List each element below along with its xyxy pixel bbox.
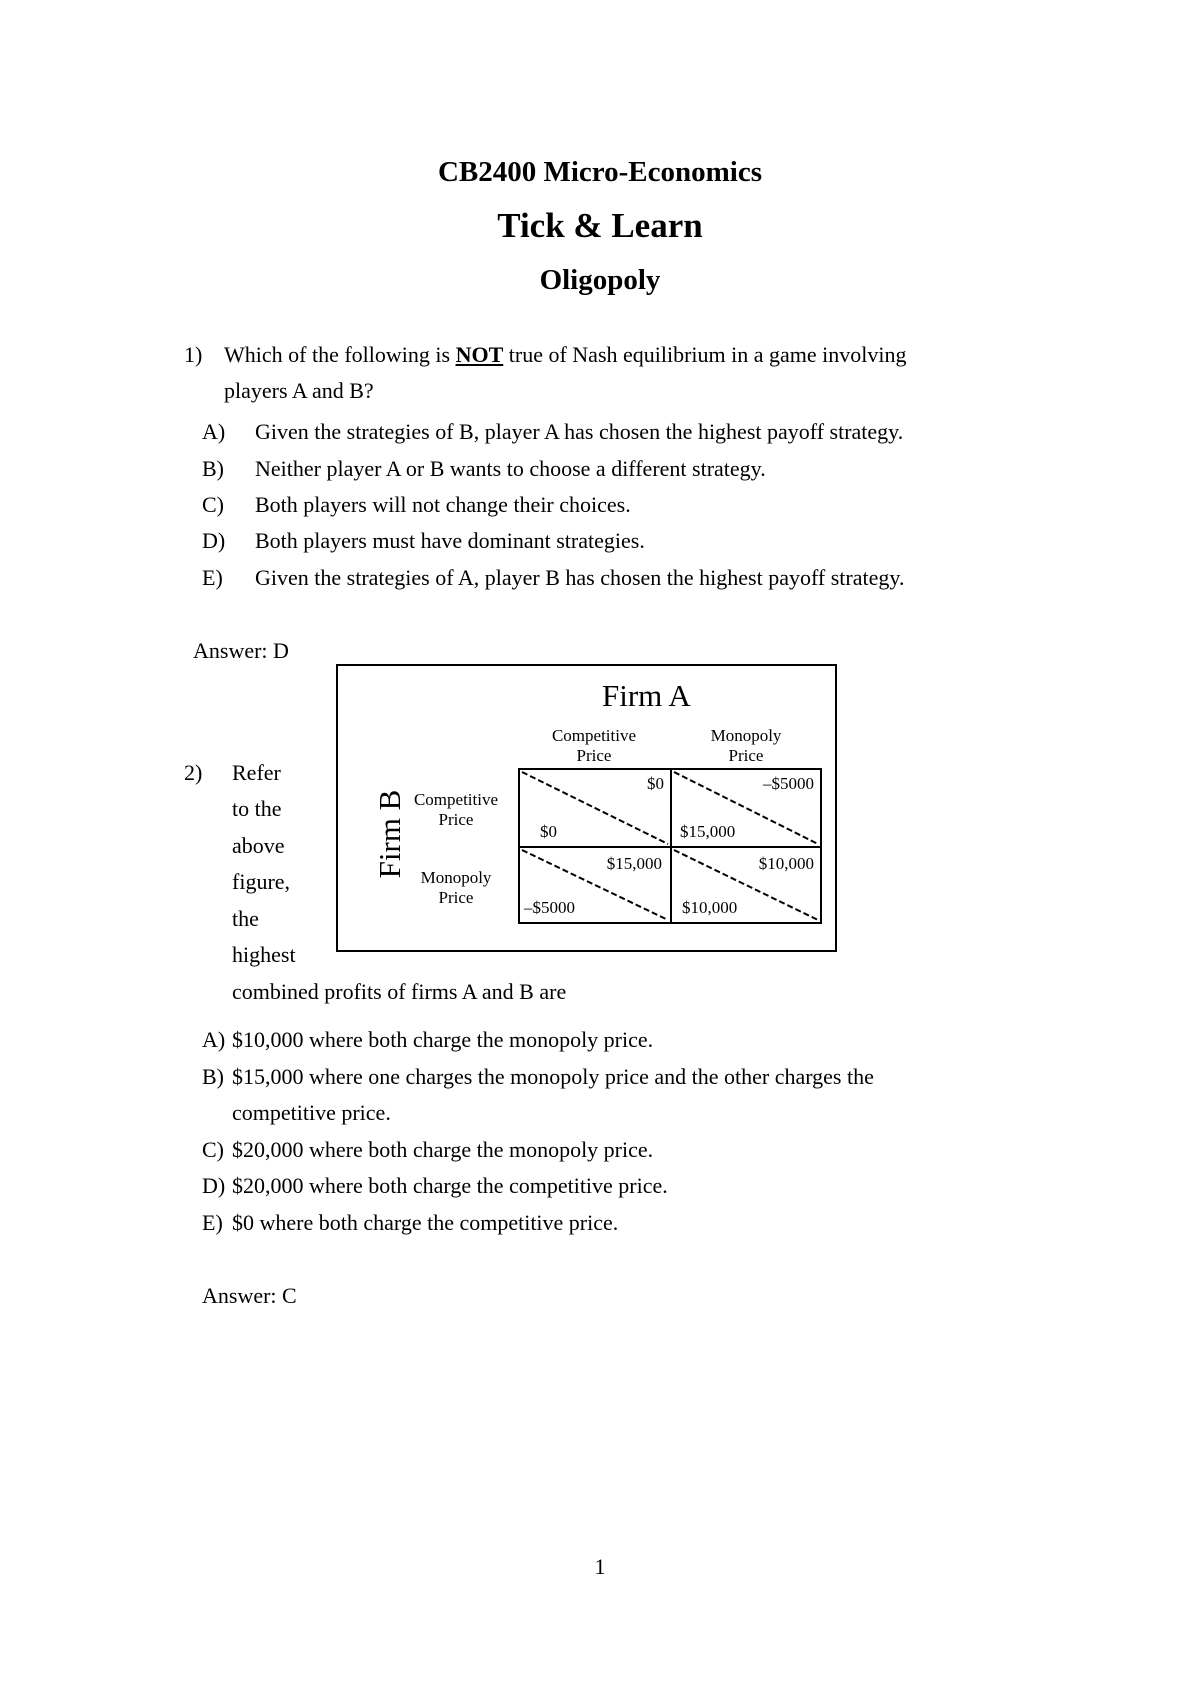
col-header-monopoly <box>670 726 822 766</box>
q1-option-letter: D) <box>202 528 226 553</box>
col-header-competitive-line2: Price <box>576 746 612 765</box>
q2-option-text-continued: competitive price. <box>232 1100 391 1125</box>
q2-stem-line: above <box>232 833 285 858</box>
payoff-firm-a: –$5000 <box>763 774 814 793</box>
q2-option-letter: D) <box>202 1173 226 1198</box>
row-header-monopoly-line2: Price <box>438 888 474 907</box>
col-header-competitive <box>518 726 670 766</box>
q1-option-letter: A) <box>202 419 226 444</box>
q2-number: 2) <box>184 760 203 785</box>
q1-number: 1) <box>184 342 203 367</box>
q1-option-letter: E) <box>202 565 223 590</box>
q1-stem-line1 <box>224 342 907 368</box>
q2-stem-line: to the <box>232 796 282 821</box>
payoff-firm-b: $15,000 <box>680 822 736 841</box>
q1-option-text: Given the strategies of A, player B has chosen the highest payoff strategy. <box>255 565 905 590</box>
payoff-firm-a: $15,000 <box>606 854 662 873</box>
q1-option-text: Both players must have dominant strategies. <box>255 528 645 553</box>
payoff-firm-a: $0 <box>647 774 664 793</box>
cell-monopoly-competitive <box>518 846 672 924</box>
q2-stem-line: Refer <box>232 760 281 785</box>
q2-option-letter: C) <box>202 1137 224 1162</box>
q1-emphasis: NOT <box>455 342 504 367</box>
col-header-competitive-line1: Competitive <box>551 726 637 745</box>
cell-competitive-competitive <box>518 768 672 848</box>
page-title: Tick & Learn <box>497 206 703 245</box>
course-title: CB2400 Micro-Economics <box>437 156 763 188</box>
col-header-monopoly-line2: Price <box>728 746 764 765</box>
row-header-monopoly <box>396 868 516 908</box>
payoff-firm-a: $10,000 <box>758 854 814 873</box>
col-header-monopoly-line1: Monopoly <box>710 726 782 745</box>
q1-option-text: Given the strategies of B, player A has chosen the highest payoff strategy. <box>255 419 904 444</box>
topic-title: Oligopoly <box>539 264 661 296</box>
page-number: 1 <box>594 1554 606 1579</box>
q1-text-before: Which of the following is <box>224 342 456 367</box>
row-header-competitive-line1: Competitive <box>413 790 499 809</box>
payoff-firm-b: $10,000 <box>682 898 738 917</box>
q2-stem-last-line: combined profits of firms A and B are <box>232 979 567 1004</box>
q1-option-text: Both players will not change their choices. <box>255 492 631 517</box>
q2-stem-line: the <box>232 906 259 931</box>
payoff-firm-b: –$5000 <box>524 898 575 917</box>
firm-b-label: Firm B <box>372 789 407 879</box>
q2-option-letter: E) <box>202 1210 223 1235</box>
cell-competitive-monopoly <box>670 768 822 848</box>
q2-stem-line: highest <box>232 942 296 967</box>
q2-option-letter: B) <box>202 1064 224 1089</box>
payoff-matrix-figure <box>336 664 837 952</box>
q1-answer: Answer: D <box>193 638 289 663</box>
q2-option-text: $20,000 where both charge the competitive price. <box>232 1173 668 1198</box>
q1-text-after: true of Nash equilibrium in a game involving <box>503 342 907 367</box>
q1-option-letter: B) <box>202 456 224 481</box>
q1-option-letter: C) <box>202 492 224 517</box>
cell-monopoly-monopoly <box>670 846 822 924</box>
q2-option-text: $0 where both charge the competitive price. <box>232 1210 619 1235</box>
q1-option-text: Neither player A or B wants to choose a different strategy. <box>255 456 766 481</box>
row-header-monopoly-line1: Monopoly <box>420 868 492 887</box>
row-header-competitive-line2: Price <box>438 810 474 829</box>
q2-answer: Answer: C <box>202 1283 297 1308</box>
q2-option-text: $10,000 where both charge the monopoly price. <box>232 1027 654 1052</box>
q2-option-text: $20,000 where both charge the monopoly price. <box>232 1137 654 1162</box>
q2-stem-line: figure, <box>232 869 291 894</box>
payoff-firm-b: $0 <box>540 822 557 841</box>
q2-option-text: $15,000 where one charges the monopoly price and the other charges the <box>232 1064 874 1089</box>
q1-stem-line2: players A and B? <box>224 378 374 403</box>
q2-option-letter: A) <box>202 1027 226 1052</box>
firm-a-label: Firm A <box>602 678 691 713</box>
payoff-grid <box>518 768 822 924</box>
row-header-competitive <box>396 790 516 830</box>
